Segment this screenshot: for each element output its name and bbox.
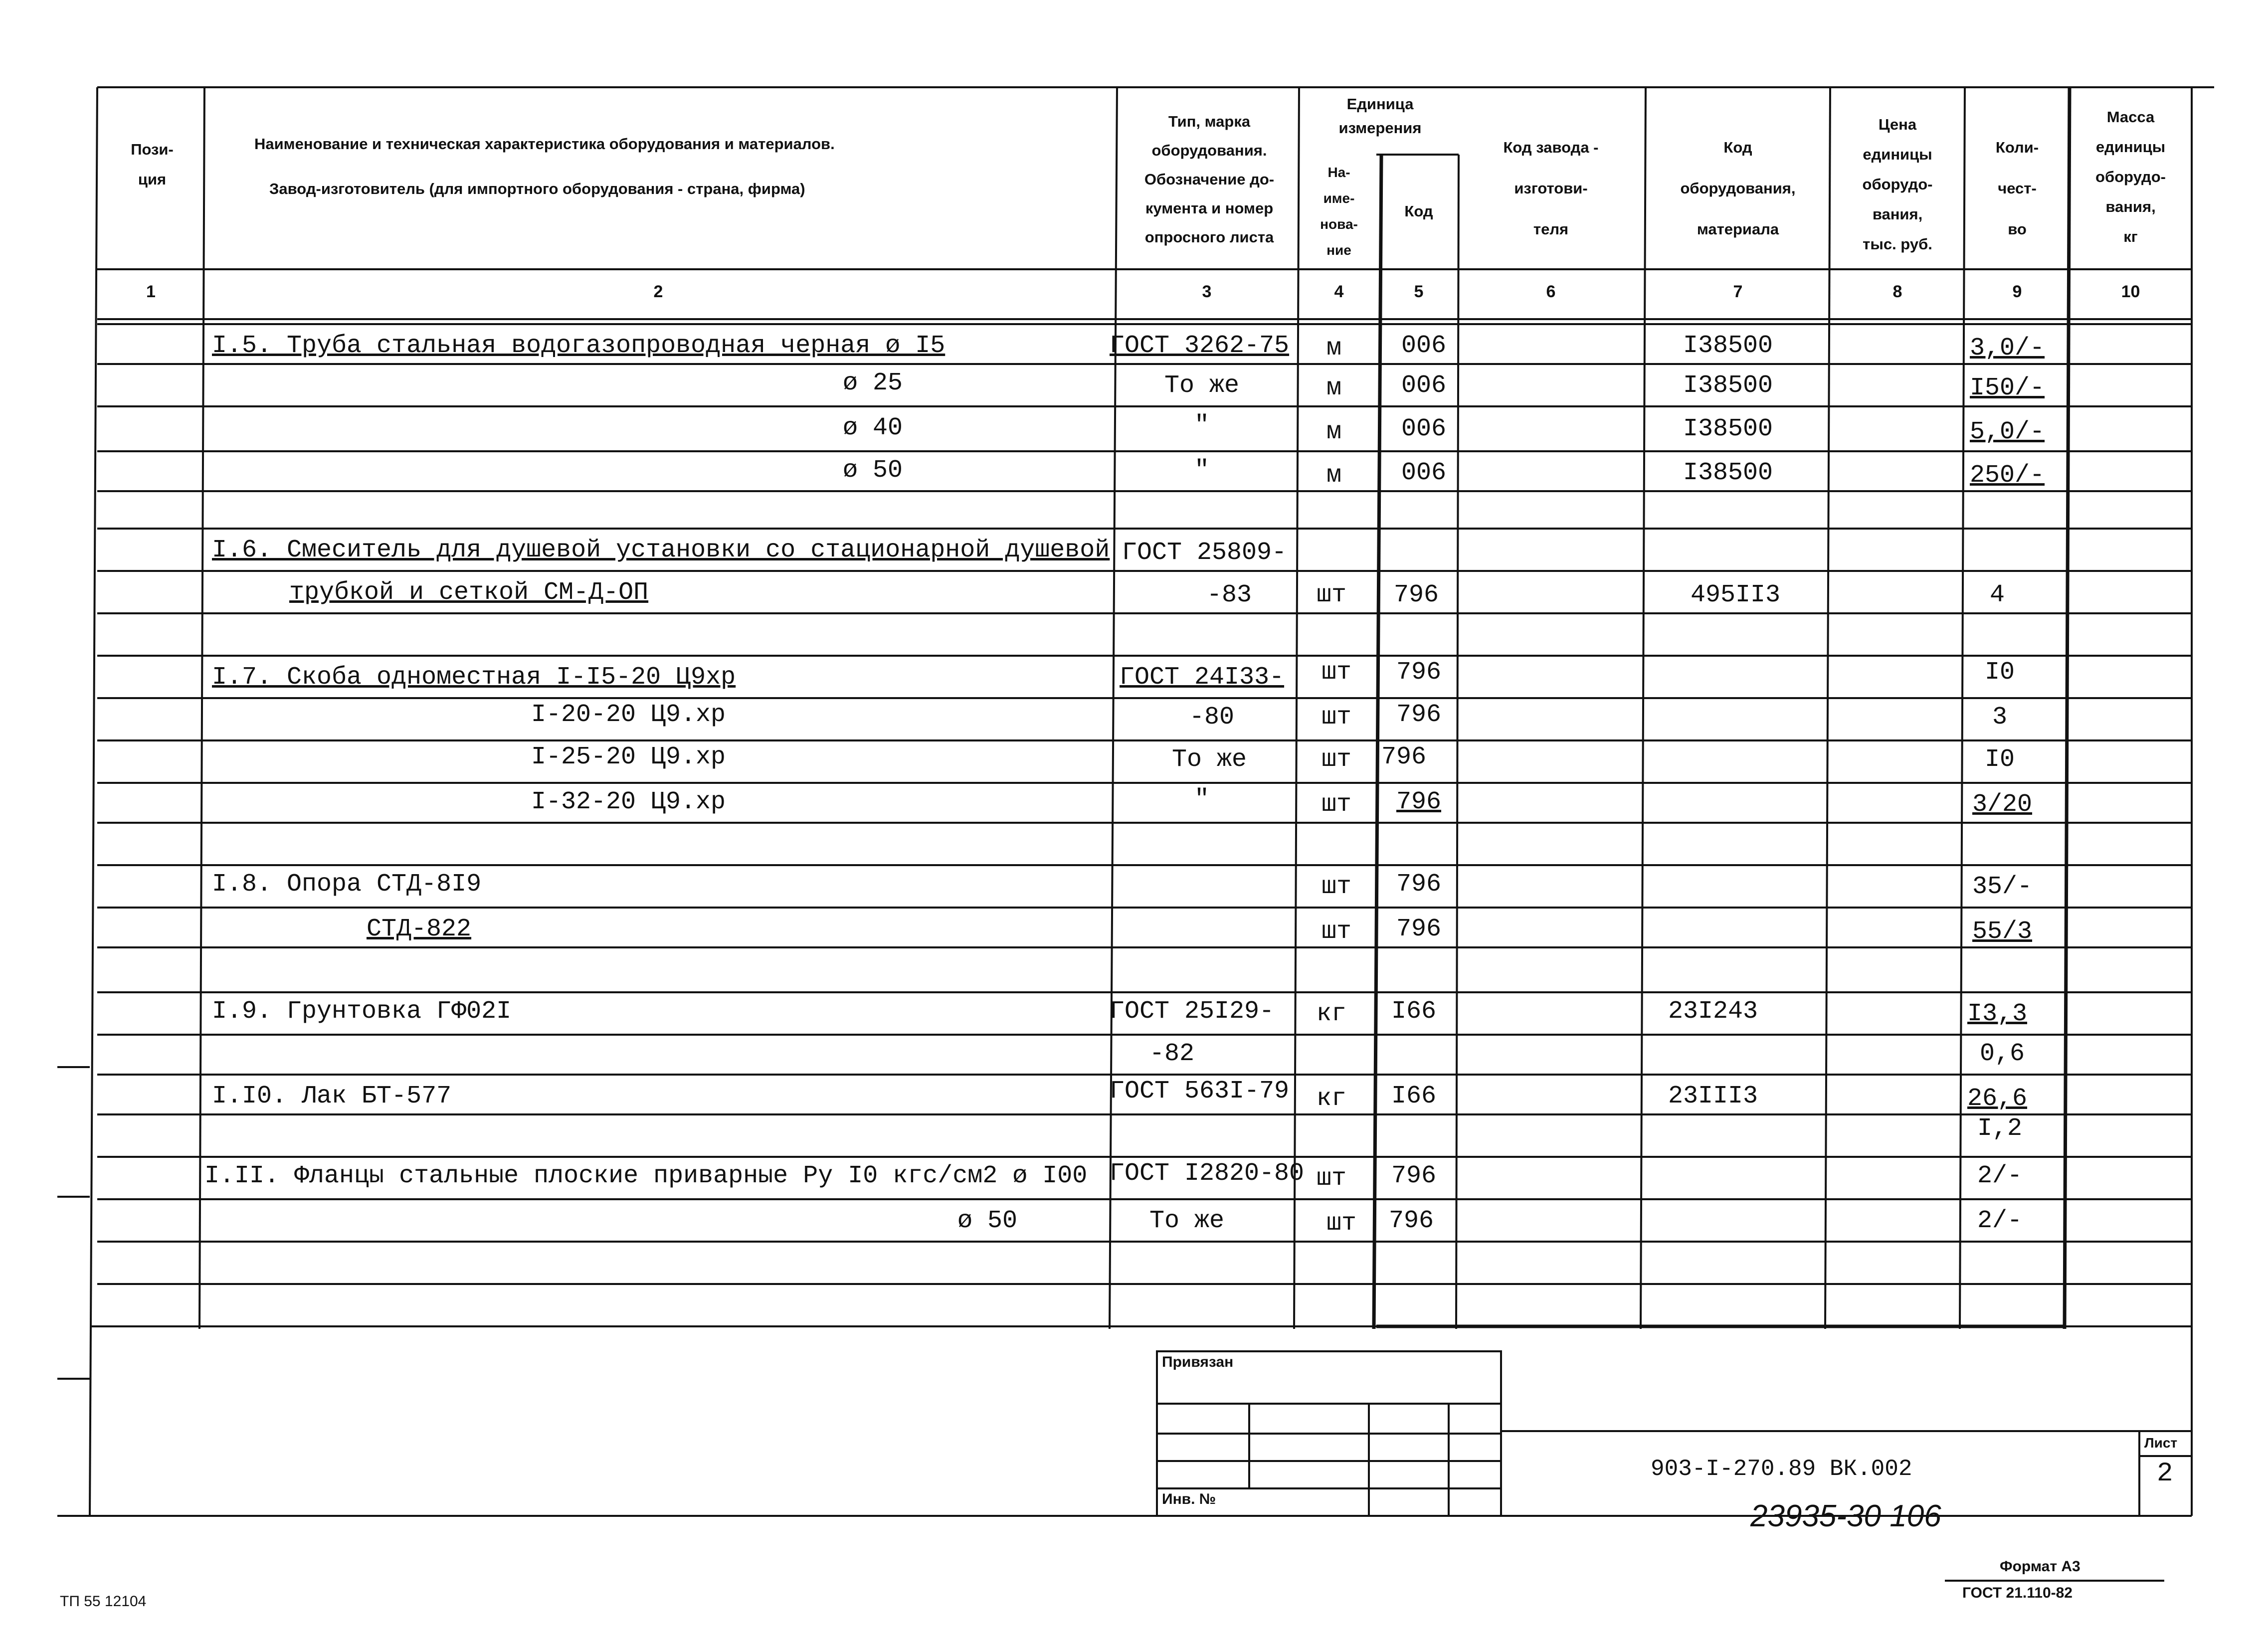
item-quantity: 250/- bbox=[1970, 461, 2045, 490]
item-unit-code: 796 bbox=[1396, 658, 1442, 687]
item-unit: шт bbox=[1322, 703, 1352, 732]
sheet-label: Лист bbox=[2144, 1435, 2178, 1451]
item-unit-code: 006 bbox=[1401, 459, 1447, 487]
item-unit: шт bbox=[1326, 1209, 1357, 1238]
item-quantity: 35/- bbox=[1972, 873, 2033, 901]
item-type: ГОСТ 25809- bbox=[1122, 539, 1287, 567]
item-material-code: I38500 bbox=[1683, 332, 1773, 360]
inventory-number-label: Инв. № bbox=[1162, 1491, 1216, 1507]
item-material-code: 495II3 bbox=[1691, 581, 1781, 609]
header-unit-group: Единица измерения bbox=[1338, 95, 1422, 137]
item-unit: шт bbox=[1317, 1164, 1347, 1193]
item-unit-code: 796 bbox=[1396, 701, 1442, 729]
item-name: ø 50 bbox=[843, 456, 903, 485]
item-material-code: 23III3 bbox=[1668, 1082, 1758, 1110]
item-type: То же bbox=[1149, 1207, 1225, 1235]
header-unit-name: На- име- нова- ние bbox=[1320, 165, 1358, 258]
item-name: трубкой и сеткой СМ-Д-ОП bbox=[289, 578, 649, 607]
header-price: Цена единицы оборудо- вания, тыс. руб. bbox=[1862, 116, 1933, 253]
item-name: I.9. Грунтовка ГФ02I bbox=[212, 997, 512, 1026]
handwritten-number: 23935-30 106 bbox=[1750, 1499, 1941, 1533]
item-type: ГОСТ 24I33- bbox=[1120, 663, 1285, 692]
item-type: ГОСТ 25I29- bbox=[1110, 997, 1275, 1026]
header-quantity: Коли- чест- во bbox=[1995, 139, 2039, 238]
item-name: ø 40 bbox=[843, 414, 903, 442]
privyazan-label: Привязан bbox=[1162, 1354, 1234, 1370]
item-type: То же bbox=[1172, 745, 1247, 774]
item-unit-code: 006 bbox=[1401, 415, 1447, 443]
column-number: 7 bbox=[1733, 282, 1743, 301]
item-unit-code: I66 bbox=[1391, 1082, 1437, 1110]
item-unit: шт bbox=[1322, 745, 1352, 774]
column-number: 3 bbox=[1202, 282, 1212, 301]
item-quantity: I3,3 bbox=[1967, 1000, 2028, 1028]
item-name: I.6. Смеситель для душевой установки со стационарной душевой bbox=[212, 536, 1110, 564]
item-unit: шт bbox=[1322, 873, 1352, 901]
column-number: 5 bbox=[1414, 282, 1424, 301]
header-name-line2: Завод-изготовитель (для импортного оборудования - страна, фирма) bbox=[269, 180, 805, 197]
item-material-code: I38500 bbox=[1683, 459, 1773, 487]
item-quantity: 3/20 bbox=[1972, 790, 2033, 819]
column-number: 1 bbox=[146, 282, 156, 301]
item-type: ГОСТ 3262-75 bbox=[1110, 332, 1290, 360]
item-material-code: I38500 bbox=[1683, 415, 1773, 443]
item-quantity: 4 bbox=[1990, 581, 2005, 609]
item-unit-code: 796 bbox=[1396, 788, 1442, 816]
item-name: I.8. Опора СТД-8I9 bbox=[212, 870, 482, 899]
item-unit: м bbox=[1326, 334, 1342, 363]
header-factory-code: Код завода - изготови- теля bbox=[1503, 139, 1599, 238]
item-quantity: 0,6 bbox=[1980, 1040, 2025, 1068]
item-unit-code: I66 bbox=[1391, 997, 1437, 1026]
item-unit: м bbox=[1326, 374, 1342, 402]
column-number: 10 bbox=[2121, 282, 2140, 301]
item-name: I-20-20 Ц9.хр bbox=[531, 701, 726, 729]
item-name: СТД-822 bbox=[367, 915, 472, 943]
item-unit: м bbox=[1326, 418, 1342, 446]
item-name: ø 25 bbox=[843, 369, 903, 397]
column-number: 4 bbox=[1334, 282, 1344, 301]
item-name: ø 50 bbox=[957, 1207, 1018, 1235]
column-number: 6 bbox=[1546, 282, 1556, 301]
item-unit: кг bbox=[1317, 1000, 1347, 1028]
item-unit-code: 796 bbox=[1394, 581, 1439, 609]
item-name: I.II. Фланцы стальные плоские приварные Ру I0 кгс/см2 ø I00 bbox=[204, 1162, 1088, 1190]
item-type: ГОСТ I2820-80 bbox=[1110, 1159, 1305, 1188]
item-type: -80 bbox=[1189, 703, 1235, 732]
item-type: " bbox=[1194, 456, 1210, 485]
item-quantity: I0 bbox=[1985, 745, 2015, 774]
item-type: " bbox=[1194, 785, 1210, 814]
item-name: I-25-20 Ц9.хр bbox=[531, 743, 726, 771]
header-name-line1: Наименование и техническая характеристика оборудования и материалов. bbox=[254, 135, 835, 153]
item-unit: шт bbox=[1322, 658, 1352, 687]
item-type: -82 bbox=[1149, 1040, 1195, 1068]
item-unit: шт bbox=[1322, 917, 1352, 946]
item-quantity: 26,6 bbox=[1967, 1085, 2028, 1113]
format-label: Формат А3 bbox=[2000, 1558, 2080, 1575]
gost-label: ГОСТ 21.110-82 bbox=[1962, 1585, 2073, 1601]
header-type: Тип, марка оборудования. Обозначение до- кумента и номер опросного листа bbox=[1144, 113, 1275, 246]
item-unit-code: 006 bbox=[1401, 332, 1447, 360]
header-mass: Масса единицы оборудо- вания, кг bbox=[2095, 108, 2166, 245]
item-quantity: I0 bbox=[1985, 658, 2015, 687]
item-unit-code: 796 bbox=[1396, 870, 1442, 899]
item-quantity: I,2 bbox=[1977, 1114, 2023, 1143]
item-quantity: 2/- bbox=[1977, 1162, 2023, 1190]
document-code: 903-I-270.89 ВК.002 bbox=[1651, 1456, 1912, 1482]
item-quantity: 3,0/- bbox=[1970, 334, 2045, 363]
item-material-code: I38500 bbox=[1683, 371, 1773, 400]
item-unit: м bbox=[1326, 461, 1342, 490]
header-equipment-code: Код оборудования, материала bbox=[1680, 139, 1796, 238]
item-quantity: I50/- bbox=[1970, 374, 2045, 402]
item-unit: шт bbox=[1317, 581, 1347, 609]
item-quantity: 3 bbox=[1992, 703, 2008, 732]
header-unit-code: Код bbox=[1404, 202, 1433, 220]
item-quantity: 55/3 bbox=[1972, 917, 2033, 946]
item-type: " bbox=[1194, 411, 1210, 440]
column-number: 8 bbox=[1892, 282, 1902, 301]
item-name: I.I0. Лак БТ-577 bbox=[212, 1082, 452, 1110]
item-unit: кг bbox=[1317, 1085, 1347, 1113]
column-number: 2 bbox=[653, 282, 663, 301]
column-number: 9 bbox=[2012, 282, 2022, 301]
item-unit-code: 796 bbox=[1396, 915, 1442, 943]
item-name: I.5. Труба стальная водогазопроводная черная ø I5 bbox=[212, 332, 945, 360]
item-unit: шт bbox=[1322, 790, 1352, 819]
item-unit-code: 796 bbox=[1381, 743, 1427, 771]
footer-left-code: ТП 55 12104 bbox=[60, 1593, 147, 1610]
item-name: I.7. Скоба одноместная I-I5-20 Ц9хр bbox=[212, 663, 736, 692]
item-unit-code: 796 bbox=[1389, 1207, 1434, 1235]
item-type: То же bbox=[1164, 371, 1240, 400]
item-quantity: 5,0/- bbox=[1970, 418, 2045, 446]
item-unit-code: 006 bbox=[1401, 371, 1447, 400]
sheet-number: 2 bbox=[2157, 1459, 2173, 1489]
item-name: I-32-20 Ц9.хр bbox=[531, 788, 726, 816]
header-position: Пози- ция bbox=[131, 141, 174, 188]
item-type: -83 bbox=[1207, 581, 1252, 609]
item-quantity: 2/- bbox=[1977, 1207, 2023, 1235]
item-type: ГОСТ 563I-79 bbox=[1110, 1077, 1290, 1105]
item-material-code: 23I243 bbox=[1668, 997, 1758, 1026]
item-unit-code: 796 bbox=[1391, 1162, 1437, 1190]
